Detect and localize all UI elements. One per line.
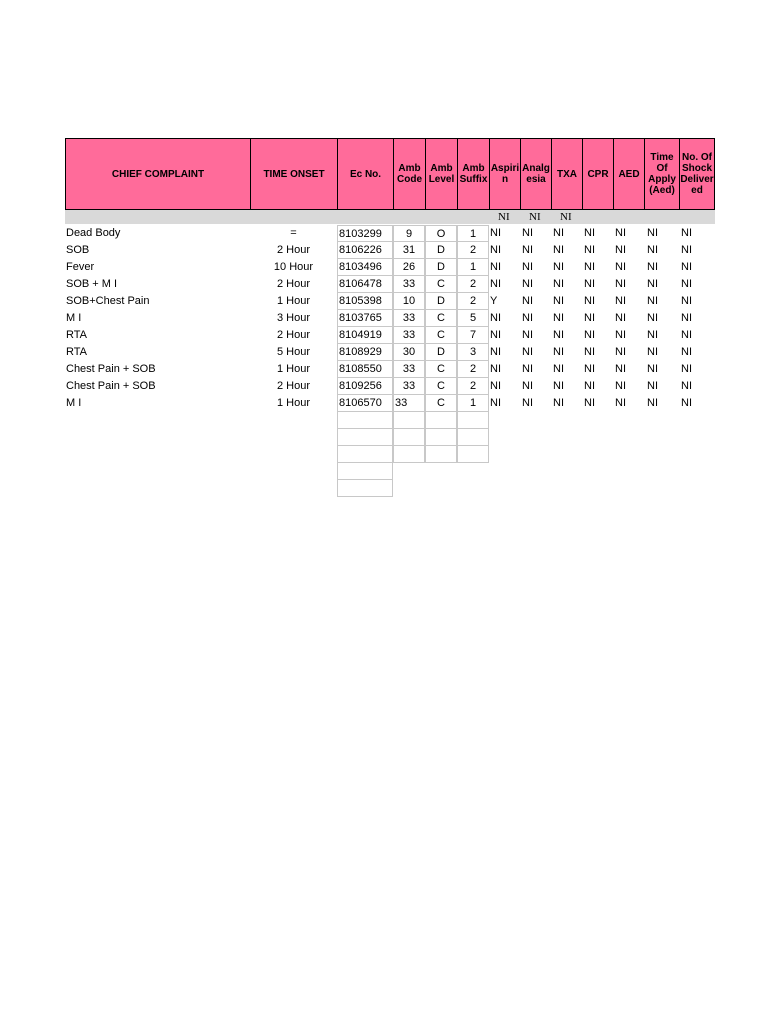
- analgesia-cell[interactable]: NI: [522, 363, 533, 375]
- txa-cell[interactable]: NI: [553, 295, 564, 307]
- analgesia-cell[interactable]: NI: [522, 329, 533, 341]
- time-of-apply-cell[interactable]: NI: [647, 244, 658, 256]
- analgesia-cell[interactable]: NI: [522, 312, 533, 324]
- amb-level-cell[interactable]: D: [425, 259, 457, 276]
- shocks-cell[interactable]: NI: [681, 244, 692, 256]
- analgesia-cell[interactable]: NI: [522, 397, 533, 409]
- time-of-apply-cell[interactable]: NI: [647, 397, 658, 409]
- header-aspirin[interactable]: Aspiri n: [490, 139, 521, 209]
- empty-grid-cell[interactable]: [337, 412, 393, 429]
- amb-code-cell[interactable]: 26: [393, 259, 425, 276]
- cpr-cell[interactable]: NI: [584, 244, 595, 256]
- table-row: [65, 293, 715, 310]
- time-onset-cell[interactable]: =: [290, 227, 297, 239]
- amb-level-cell[interactable]: C: [425, 310, 457, 327]
- aed-cell[interactable]: NI: [615, 312, 626, 324]
- header-cpr[interactable]: CPR: [583, 139, 614, 209]
- shocks-cell[interactable]: NI: [681, 329, 692, 341]
- amb-level-cell[interactable]: C: [425, 276, 457, 293]
- empty-grid-cell[interactable]: [393, 429, 425, 446]
- aed-cell[interactable]: NI: [615, 397, 626, 409]
- time-of-apply-cell[interactable]: NI: [647, 346, 658, 358]
- ec-no-cell[interactable]: 8109256: [337, 378, 393, 395]
- chief-complaint-cell[interactable]: Chest Pain + SOB: [66, 363, 156, 375]
- amb-code-cell[interactable]: 33: [393, 327, 425, 344]
- time-of-apply-cell[interactable]: NI: [647, 363, 658, 375]
- amb-suffix-cell[interactable]: 5: [457, 310, 489, 327]
- aspirin-cell[interactable]: NI: [490, 363, 501, 375]
- chief-complaint-cell[interactable]: M I: [66, 397, 82, 409]
- amb-level-cell[interactable]: D: [425, 344, 457, 361]
- aspirin-cell[interactable]: NI: [490, 278, 501, 290]
- header-amb-suffix[interactable]: Amb Suffix: [458, 139, 490, 209]
- ec-no-cell[interactable]: 8105398: [337, 293, 393, 310]
- amb-suffix-cell[interactable]: 7: [457, 327, 489, 344]
- table-row: [65, 378, 715, 395]
- amb-code-cell[interactable]: 9: [393, 225, 425, 242]
- table-row: [65, 361, 715, 378]
- amb-level-cell[interactable]: C: [425, 361, 457, 378]
- aspirin-cell[interactable]: NI: [490, 397, 501, 409]
- amb-level-cell[interactable]: C: [425, 378, 457, 395]
- cpr-cell[interactable]: NI: [584, 380, 595, 392]
- analgesia-cell[interactable]: NI: [522, 346, 533, 358]
- ec-no-cell[interactable]: 8106478: [337, 276, 393, 293]
- aed-cell[interactable]: NI: [615, 363, 626, 375]
- aspirin-cell[interactable]: NI: [490, 329, 501, 341]
- header-shocks-delivered[interactable]: No. Of Shock Deliver ed: [680, 152, 714, 196]
- chief-complaint-cell[interactable]: Dead Body: [66, 227, 121, 239]
- aspirin-cell[interactable]: Y: [490, 295, 498, 307]
- table-row: [65, 344, 715, 361]
- time-onset-cell[interactable]: 2 Hour: [276, 244, 311, 256]
- ec-no-cell[interactable]: 8106226: [337, 242, 393, 259]
- amb-code-cell[interactable]: 10: [393, 293, 425, 310]
- table-row: [65, 242, 715, 259]
- shocks-cell[interactable]: NI: [681, 278, 692, 290]
- analgesia-cell[interactable]: NI: [522, 227, 533, 239]
- amb-level-cell[interactable]: C: [425, 395, 457, 412]
- amb-code-cell[interactable]: 30: [393, 344, 425, 361]
- aed-cell[interactable]: NI: [615, 244, 626, 256]
- table-row: [65, 259, 715, 276]
- cpr-cell[interactable]: NI: [584, 261, 595, 273]
- amb-suffix-cell[interactable]: 2: [457, 293, 489, 310]
- aspirin-cell[interactable]: NI: [490, 346, 501, 358]
- empty-grid-cell[interactable]: [337, 429, 393, 446]
- empty-grid-cell[interactable]: [457, 446, 489, 463]
- table-row: [65, 395, 715, 412]
- time-onset-cell[interactable]: 2 Hour: [276, 329, 311, 341]
- table-row: [65, 276, 715, 293]
- header-time-of-apply[interactable]: Time Of Apply (Aed): [645, 139, 680, 209]
- cpr-cell[interactable]: NI: [584, 329, 595, 341]
- txa-cell[interactable]: NI: [553, 329, 564, 341]
- txa-cell[interactable]: NI: [553, 380, 564, 392]
- time-onset-cell[interactable]: 2 Hour: [276, 380, 311, 392]
- amb-level-cell[interactable]: D: [425, 293, 457, 310]
- shocks-cell[interactable]: NI: [681, 397, 692, 409]
- cpr-cell[interactable]: NI: [584, 363, 595, 375]
- cpr-cell[interactable]: NI: [584, 227, 595, 239]
- ec-no-cell[interactable]: 8103765: [337, 310, 393, 327]
- time-onset-cell[interactable]: 3 Hour: [276, 312, 311, 324]
- cpr-cell[interactable]: NI: [584, 278, 595, 290]
- table-header: [65, 138, 715, 210]
- txa-cell[interactable]: NI: [553, 397, 564, 409]
- ec-no-cell[interactable]: 8103496: [337, 259, 393, 276]
- header-txa[interactable]: TXA: [552, 139, 583, 209]
- empty-grid-cell[interactable]: [425, 446, 457, 463]
- txa-cell[interactable]: NI: [553, 261, 564, 273]
- band-analgesia-value[interactable]: NI: [529, 211, 541, 223]
- chief-complaint-cell[interactable]: SOB: [66, 244, 90, 256]
- aed-cell[interactable]: NI: [615, 380, 626, 392]
- cpr-cell[interactable]: NI: [584, 295, 595, 307]
- table-row: [65, 310, 715, 327]
- shocks-cell[interactable]: NI: [681, 295, 692, 307]
- aed-cell[interactable]: NI: [615, 278, 626, 290]
- time-onset-cell[interactable]: 10 Hour: [273, 261, 314, 273]
- shocks-cell[interactable]: NI: [681, 261, 692, 273]
- time-of-apply-cell[interactable]: NI: [647, 329, 658, 341]
- chief-complaint-cell[interactable]: Chest Pain + SOB: [66, 380, 156, 392]
- amb-suffix-cell[interactable]: 1: [457, 259, 489, 276]
- table-row: [65, 225, 715, 242]
- shocks-cell[interactable]: NI: [681, 346, 692, 358]
- txa-cell[interactable]: NI: [553, 244, 564, 256]
- time-of-apply-cell[interactable]: NI: [647, 295, 658, 307]
- aspirin-cell[interactable]: NI: [490, 380, 501, 392]
- time-onset-cell[interactable]: 1 Hour: [276, 397, 311, 409]
- ec-no-cell[interactable]: 8108550: [337, 361, 393, 378]
- header-amb-code[interactable]: Amb Code: [394, 139, 426, 209]
- txa-cell[interactable]: NI: [553, 346, 564, 358]
- time-onset-cell[interactable]: 2 Hour: [276, 278, 311, 290]
- chief-complaint-cell[interactable]: RTA: [66, 346, 87, 358]
- amb-suffix-cell[interactable]: 3: [457, 344, 489, 361]
- aed-cell[interactable]: NI: [615, 261, 626, 273]
- amb-level-cell[interactable]: C: [425, 327, 457, 344]
- time-of-apply-cell[interactable]: NI: [647, 261, 658, 273]
- analgesia-cell[interactable]: NI: [522, 295, 533, 307]
- amb-suffix-cell[interactable]: 1: [457, 225, 489, 242]
- aspirin-cell[interactable]: NI: [490, 261, 501, 273]
- txa-cell[interactable]: NI: [553, 363, 564, 375]
- amb-suffix-cell[interactable]: 2: [457, 242, 489, 259]
- aspirin-cell[interactable]: NI: [490, 244, 501, 256]
- analgesia-cell[interactable]: NI: [522, 380, 533, 392]
- empty-grid-cell[interactable]: [337, 480, 393, 497]
- time-of-apply-cell[interactable]: NI: [647, 227, 658, 239]
- empty-grid-cell[interactable]: [425, 412, 457, 429]
- shocks-cell[interactable]: NI: [681, 363, 692, 375]
- band-txa-value[interactable]: NI: [560, 211, 572, 223]
- ec-no-cell[interactable]: 8104919: [337, 327, 393, 344]
- empty-grid-cell[interactable]: [337, 463, 393, 480]
- band-aspirin-value[interactable]: NI: [498, 211, 510, 223]
- aspirin-cell[interactable]: NI: [490, 312, 501, 324]
- amb-suffix-cell[interactable]: 2: [457, 378, 489, 395]
- time-onset-cell[interactable]: 1 Hour: [276, 363, 311, 375]
- empty-grid-cell[interactable]: [457, 429, 489, 446]
- header-ec-no[interactable]: Ec No.: [338, 139, 394, 209]
- txa-cell[interactable]: NI: [553, 312, 564, 324]
- txa-cell[interactable]: NI: [553, 278, 564, 290]
- cpr-cell[interactable]: NI: [584, 346, 595, 358]
- amb-code-cell[interactable]: 33: [393, 395, 425, 412]
- amb-code-cell[interactable]: 33: [393, 361, 425, 378]
- analgesia-cell[interactable]: NI: [522, 278, 533, 290]
- aed-cell[interactable]: NI: [615, 329, 626, 341]
- header-amb-level[interactable]: Amb Level: [426, 139, 458, 209]
- empty-grid-cell[interactable]: [425, 429, 457, 446]
- amb-code-cell[interactable]: 33: [393, 276, 425, 293]
- amb-code-cell[interactable]: 33: [393, 378, 425, 395]
- amb-level-cell[interactable]: O: [425, 225, 457, 242]
- time-of-apply-cell[interactable]: NI: [647, 278, 658, 290]
- shocks-cell[interactable]: NI: [681, 227, 692, 239]
- amb-level-cell[interactable]: D: [425, 242, 457, 259]
- table-row: [65, 327, 715, 344]
- aspirin-cell[interactable]: NI: [490, 227, 501, 239]
- analgesia-cell[interactable]: NI: [522, 261, 533, 273]
- header-aed[interactable]: AED: [614, 139, 645, 209]
- header-time-onset[interactable]: TIME ONSET: [251, 139, 338, 209]
- ec-no-cell[interactable]: 8103299: [337, 225, 393, 242]
- shocks-cell[interactable]: NI: [681, 380, 692, 392]
- chief-complaint-cell[interactable]: Fever: [66, 261, 95, 273]
- header-chief-complaint[interactable]: CHIEF COMPLAINT: [66, 139, 251, 209]
- time-onset-cell[interactable]: 1 Hour: [276, 295, 311, 307]
- empty-grid-cell[interactable]: [393, 412, 425, 429]
- amb-suffix-cell[interactable]: 2: [457, 276, 489, 293]
- time-onset-cell[interactable]: 5 Hour: [276, 346, 311, 358]
- shocks-cell[interactable]: NI: [681, 312, 692, 324]
- empty-grid-cell[interactable]: [337, 446, 393, 463]
- amb-suffix-cell[interactable]: 1: [457, 395, 489, 412]
- empty-grid-cell[interactable]: [457, 412, 489, 429]
- chief-complaint-cell[interactable]: M I: [66, 312, 82, 324]
- ec-no-cell[interactable]: 8106570: [337, 395, 393, 412]
- chief-complaint-cell[interactable]: SOB+Chest Pain: [66, 295, 150, 307]
- cpr-cell[interactable]: NI: [584, 397, 595, 409]
- empty-grid-cell[interactable]: [393, 446, 425, 463]
- cpr-cell[interactable]: NI: [584, 312, 595, 324]
- txa-cell[interactable]: NI: [553, 227, 564, 239]
- header-analgesia[interactable]: Analg esia: [521, 139, 552, 209]
- aed-cell[interactable]: NI: [615, 346, 626, 358]
- chief-complaint-cell[interactable]: SOB + M I: [66, 278, 118, 290]
- analgesia-cell[interactable]: NI: [522, 244, 533, 256]
- amb-code-cell[interactable]: 33: [393, 310, 425, 327]
- time-of-apply-cell[interactable]: NI: [647, 380, 658, 392]
- amb-suffix-cell[interactable]: 2: [457, 361, 489, 378]
- gray-band-row: [65, 210, 715, 224]
- aed-cell[interactable]: NI: [615, 295, 626, 307]
- ec-no-cell[interactable]: 8108929: [337, 344, 393, 361]
- aed-cell[interactable]: NI: [615, 227, 626, 239]
- amb-code-cell[interactable]: 31: [393, 242, 425, 259]
- chief-complaint-cell[interactable]: RTA: [66, 329, 87, 341]
- time-of-apply-cell[interactable]: NI: [647, 312, 658, 324]
